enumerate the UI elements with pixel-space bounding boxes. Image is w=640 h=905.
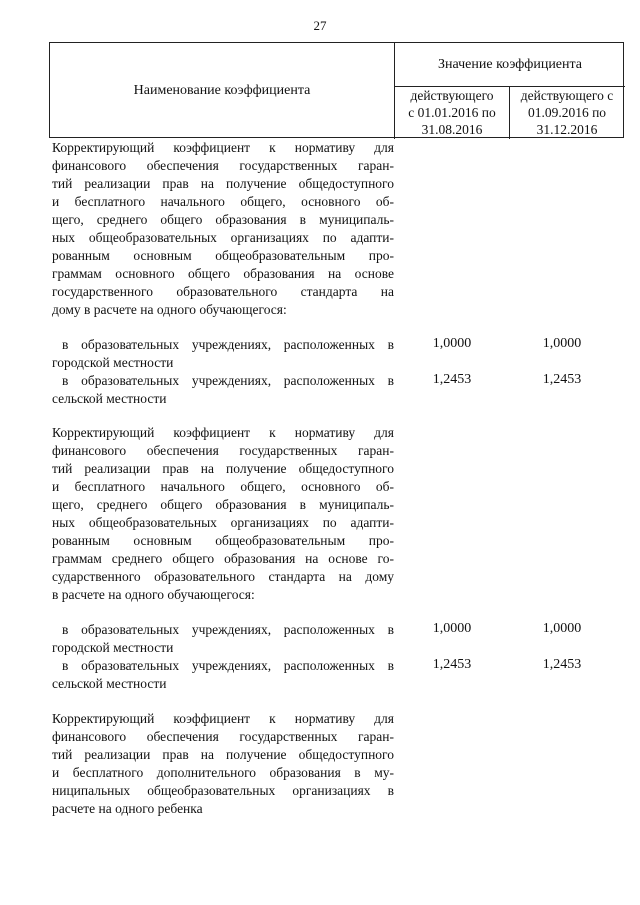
value-next: 1,0000: [542, 621, 582, 636]
text-line: в расчете на одного обучающегося:: [52, 587, 255, 602]
text-line: государственного образовательного стандарта на: [52, 284, 394, 299]
text-line: дому в расчете на одного обучающегося:: [52, 302, 287, 317]
header-col-next-line: действующего с: [520, 88, 614, 103]
text-line: щего, среднего общего образования в муниципаль-: [52, 212, 394, 227]
header-col-next-line: 31.12.2016: [536, 122, 598, 137]
value-next: 1,2453: [542, 372, 582, 387]
text-line: тий реализации прав на получение общедоступного: [52, 461, 394, 476]
text-line: Корректирующий коэффициент к нормативу для: [52, 425, 394, 440]
text-line: сельской местности: [52, 676, 167, 691]
text-line: финансового обеспечения государственных гаран-: [52, 443, 394, 458]
text-line: городской местности: [52, 355, 174, 370]
text-line: рованным основным общеобразовательным про-: [52, 533, 394, 548]
value-next: 1,0000: [542, 336, 582, 351]
value-current: 1,0000: [432, 621, 472, 636]
value-current: 1,0000: [432, 336, 472, 351]
text-line: в образовательных учреждениях, расположенных в: [62, 373, 394, 388]
text-line: тий реализации прав на получение общедоступного: [52, 747, 394, 762]
value-current: 1,2453: [432, 657, 472, 672]
header-col-current-line: с 01.01.2016 по: [408, 105, 496, 120]
header-name-cell: Наименование коэффициента: [50, 43, 395, 139]
text-line: Корректирующий коэффициент к нормативу для: [52, 711, 394, 726]
text-line: финансового обеспечения государственных гаран-: [52, 729, 394, 744]
page-number: 27: [313, 18, 327, 33]
text-line: ных общеобразовательных организациях по адапти-: [52, 230, 394, 245]
text-line: в образовательных учреждениях, расположенных в: [62, 337, 394, 352]
text-line: сударственного образовательного стандарта на дому: [52, 569, 394, 584]
coefficient-description: [52, 424, 394, 604]
text-line: в образовательных учреждениях, расположенных в: [62, 622, 394, 637]
text-line: рованным основным общеобразовательным про-: [52, 248, 394, 263]
text-line: граммам основного общего образования на основе: [52, 266, 394, 281]
text-line: финансового обеспечения государственных гаран-: [52, 158, 394, 173]
header-col-next-line: 01.09.2016 по: [527, 105, 607, 120]
text-line: ниципальных общеобразовательных организациях в: [52, 783, 394, 798]
text-line: и бесплатного начального общего, основного об-: [52, 479, 394, 494]
text-line: городской местности: [52, 640, 174, 655]
row-label-rural: [52, 372, 394, 408]
row-label-urban: [52, 621, 394, 657]
text-line: и бесплатного дополнительного образования в му-: [52, 765, 394, 780]
text-line: щего, среднего общего образования в муниципаль-: [52, 497, 394, 512]
value-current: 1,2453: [432, 372, 472, 387]
coefficient-description: [52, 710, 394, 818]
row-label-urban: [52, 336, 394, 372]
text-line: тий реализации прав на получение общедоступного: [52, 176, 394, 191]
text-line: Корректирующий коэффициент к нормативу для: [52, 140, 394, 155]
text-line: в образовательных учреждениях, расположенных в: [62, 658, 394, 673]
value-next: 1,2453: [542, 657, 582, 672]
coefficient-description: [52, 139, 394, 319]
text-line: расчете на одного ребенка: [52, 801, 203, 816]
header-col-next: [510, 87, 624, 139]
text-line: сельской местности: [52, 391, 167, 406]
text-line: и бесплатного начального общего, основного об-: [52, 194, 394, 209]
header-col-current-line: действующего: [410, 88, 494, 103]
header-value-cell: Значение коэффициента: [395, 43, 625, 87]
text-line: ных общеобразовательных организациях по адапти-: [52, 515, 394, 530]
header-col-current-line: 31.08.2016: [421, 122, 483, 137]
table-header: [49, 42, 624, 138]
header-col-current: [395, 87, 510, 139]
text-line: граммам среднего общего образования на основе го-: [52, 551, 394, 566]
row-label-rural: [52, 657, 394, 693]
